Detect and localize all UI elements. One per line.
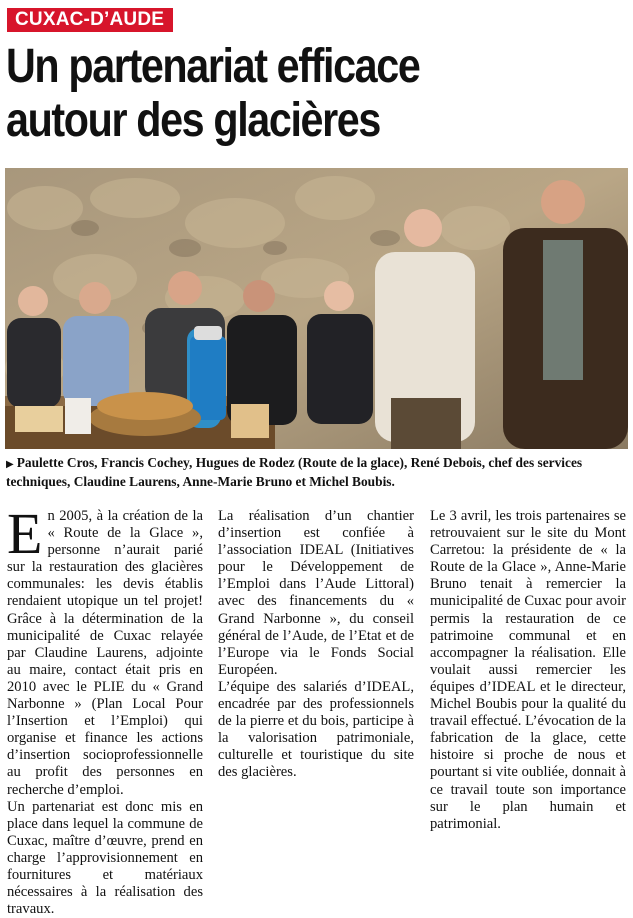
article-photo (5, 168, 628, 449)
headline-line-1: Un partenariat efficace (6, 40, 420, 93)
drop-cap: E (7, 501, 43, 566)
caption-text: Paulette Cros, Francis Cochey, Hugues de Rodez (Route de la glace), René Debois, chef des services techniques, Claudine Laurens, Anne-Marie Bruno et Michel Boubis. (6, 455, 583, 489)
paragraph-5: Le 3 avril, les trois partenaires se retrouvaient sur le site du Mont Carretou: la présidente de « la Route de la Glace », Anne-Marie Bruno tenait à remercier la municipalité de Cuxac pour avoir permis la restauration de ce patrimoine communal et en accompagner la réalisation. Elle voulait aussi remercier les équipes d’IDEAL et le directeur, Michel Boubis pour la qualité du travail effectué. L’évocation de la fabrication de la glace, cette histoire si proche de nous et pourtant si vite oubliée, donnait à ce travail toute son importance sur le plan humain et patrimonial. (430, 508, 626, 832)
section-kicker: CUXAC-D’AUDE (7, 8, 173, 32)
article-column-2 (218, 508, 414, 866)
article-column-1 (7, 501, 203, 918)
paragraph-2: Un partenariat est donc mis en place dans lequel la commune de Cuxac, maître d’œuvre, prend en charge l’approvisionnement en fournitures et matériaux nécessaires à la réalisation des travaux. (7, 798, 203, 918)
group-photo-illustration (5, 168, 628, 449)
paragraph-3: La réalisation d’un chantier d’insertion est confiée à l’association IDEAL (Initiatives pour le Développement de l’Emploi dans l’Aude Littoral) avec des financements du « Grand Narbonne », du conseil général de l’Aude, de l’Etat et de l’Europe via le Fonds Social Européen. (218, 508, 414, 678)
headline-line-2: autour des glacières (6, 94, 380, 147)
caption-marker-icon: ▶ (6, 459, 14, 470)
photo-caption (6, 454, 626, 490)
paragraph-1 (7, 501, 203, 799)
paragraph-1-text: n 2005, à la création de la « Route de la Glace », personne n’aurait parié sur la restauration des glacières communales: les devis établis rendaient utopique un tel projet! Grâce à la détermination de la municipalité de Cuxac relayée par Claudine Laurens, adjointe au maire, contact était pris en 2010 avec le PLIE du « Grand Narbonne » (Plan Local Pour l’Insertion et l’Emploi) qui organise et finance les actions d’insertion socioprofessionnelle au profit des personnes en recherche d’emploi. (7, 508, 203, 798)
headline (6, 40, 541, 148)
article-column-3 (430, 508, 626, 866)
paragraph-4: L’équipe des salariés d’IDEAL, encadrée par des professionnels de la pierre et du bois, participe à la valorisation patrimoniale, culturelle et touristique du site des glacières. (218, 678, 414, 781)
